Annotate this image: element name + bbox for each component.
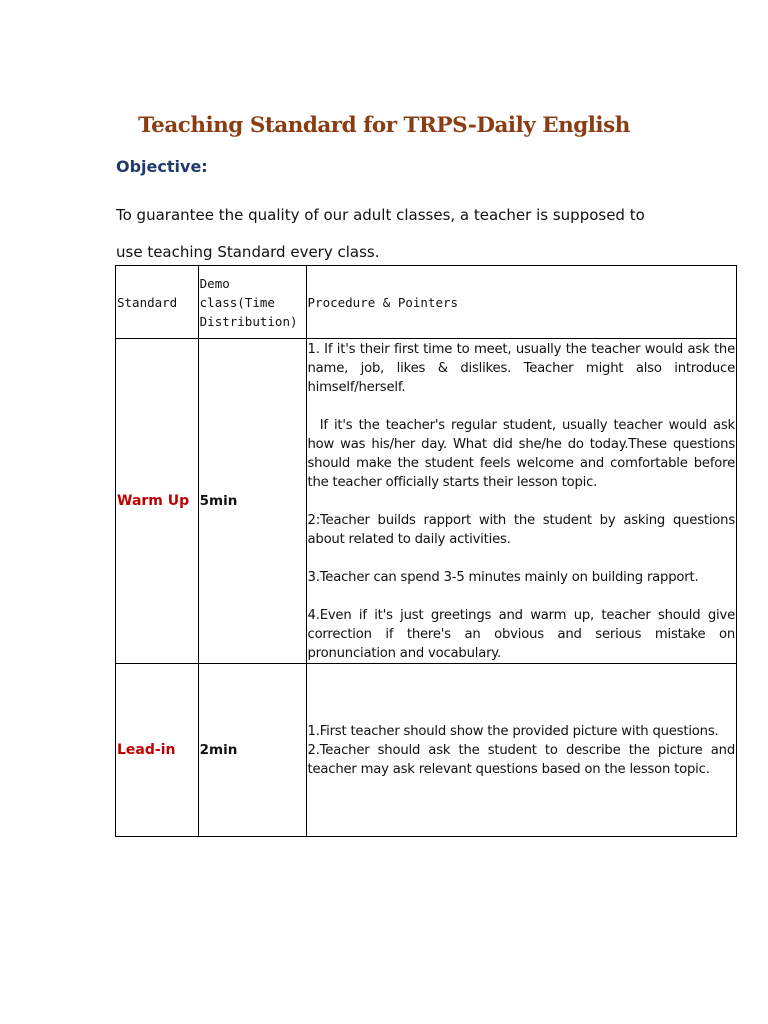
procedure-warm-up	[306, 339, 736, 664]
stage-lead-in: Lead-in	[116, 664, 199, 837]
procedure-paragraph: 2:Teacher builds rapport with the student by asking questions about related to daily activities.	[307, 513, 735, 547]
intro-paragraph	[116, 197, 656, 271]
procedure-paragraph: 1. If it's their first time to meet, usually the teacher would ask the name, job, likes & dislikes. Teacher might also introduce himself/herself.	[307, 342, 735, 395]
intro-line-1: To guarantee the quality of our adult classes, a teacher is supposed to	[116, 206, 645, 224]
table-row	[116, 664, 737, 837]
time-warm-up: 5min	[198, 339, 306, 664]
procedure-paragraph: 4.Even if it's just greetings and warm up, teacher should give correction if there's an obvious and serious mistake on pronunciation and vocabulary.	[307, 608, 735, 661]
procedure-paragraph: 3.Teacher can spend 3-5 minutes mainly on building rapport.	[307, 570, 699, 585]
header-standard-label: Standard	[117, 294, 178, 310]
header-standard	[116, 266, 199, 339]
table-row	[116, 339, 737, 664]
header-demo-line-1: Demo class(Time	[199, 275, 275, 310]
intro-line-2: use teaching Standard every class.	[116, 243, 380, 261]
header-demo-line-2: Distribution)	[199, 313, 298, 329]
objective-heading: Objective:	[116, 157, 208, 176]
header-procedure-label: Procedure & Pointers	[307, 294, 459, 310]
procedure-lead-in	[306, 664, 736, 837]
page-title: Teaching Standard for TRPS-Daily English	[138, 113, 630, 138]
header-procedure	[306, 266, 736, 339]
time-lead-in: 2min	[198, 664, 306, 837]
table-header-row	[116, 266, 737, 339]
procedure-paragraph: 2.Teacher should ask the student to describe the picture and teacher may ask relevant questions based on the lesson topic.	[307, 742, 735, 777]
procedure-paragraph: 1.First teacher should show the provided picture with questions.	[307, 723, 719, 739]
procedure-paragraph: If it's the teacher's regular student, usually teacher would ask how was his/her day. What did she/he do today.These questions should make the student feels welcome and comfortable before the teacher officially starts their lesson topic.	[307, 418, 735, 490]
teaching-standard-table	[115, 265, 737, 837]
stage-warm-up: Warm Up	[116, 339, 199, 664]
header-demo-class	[198, 266, 306, 339]
